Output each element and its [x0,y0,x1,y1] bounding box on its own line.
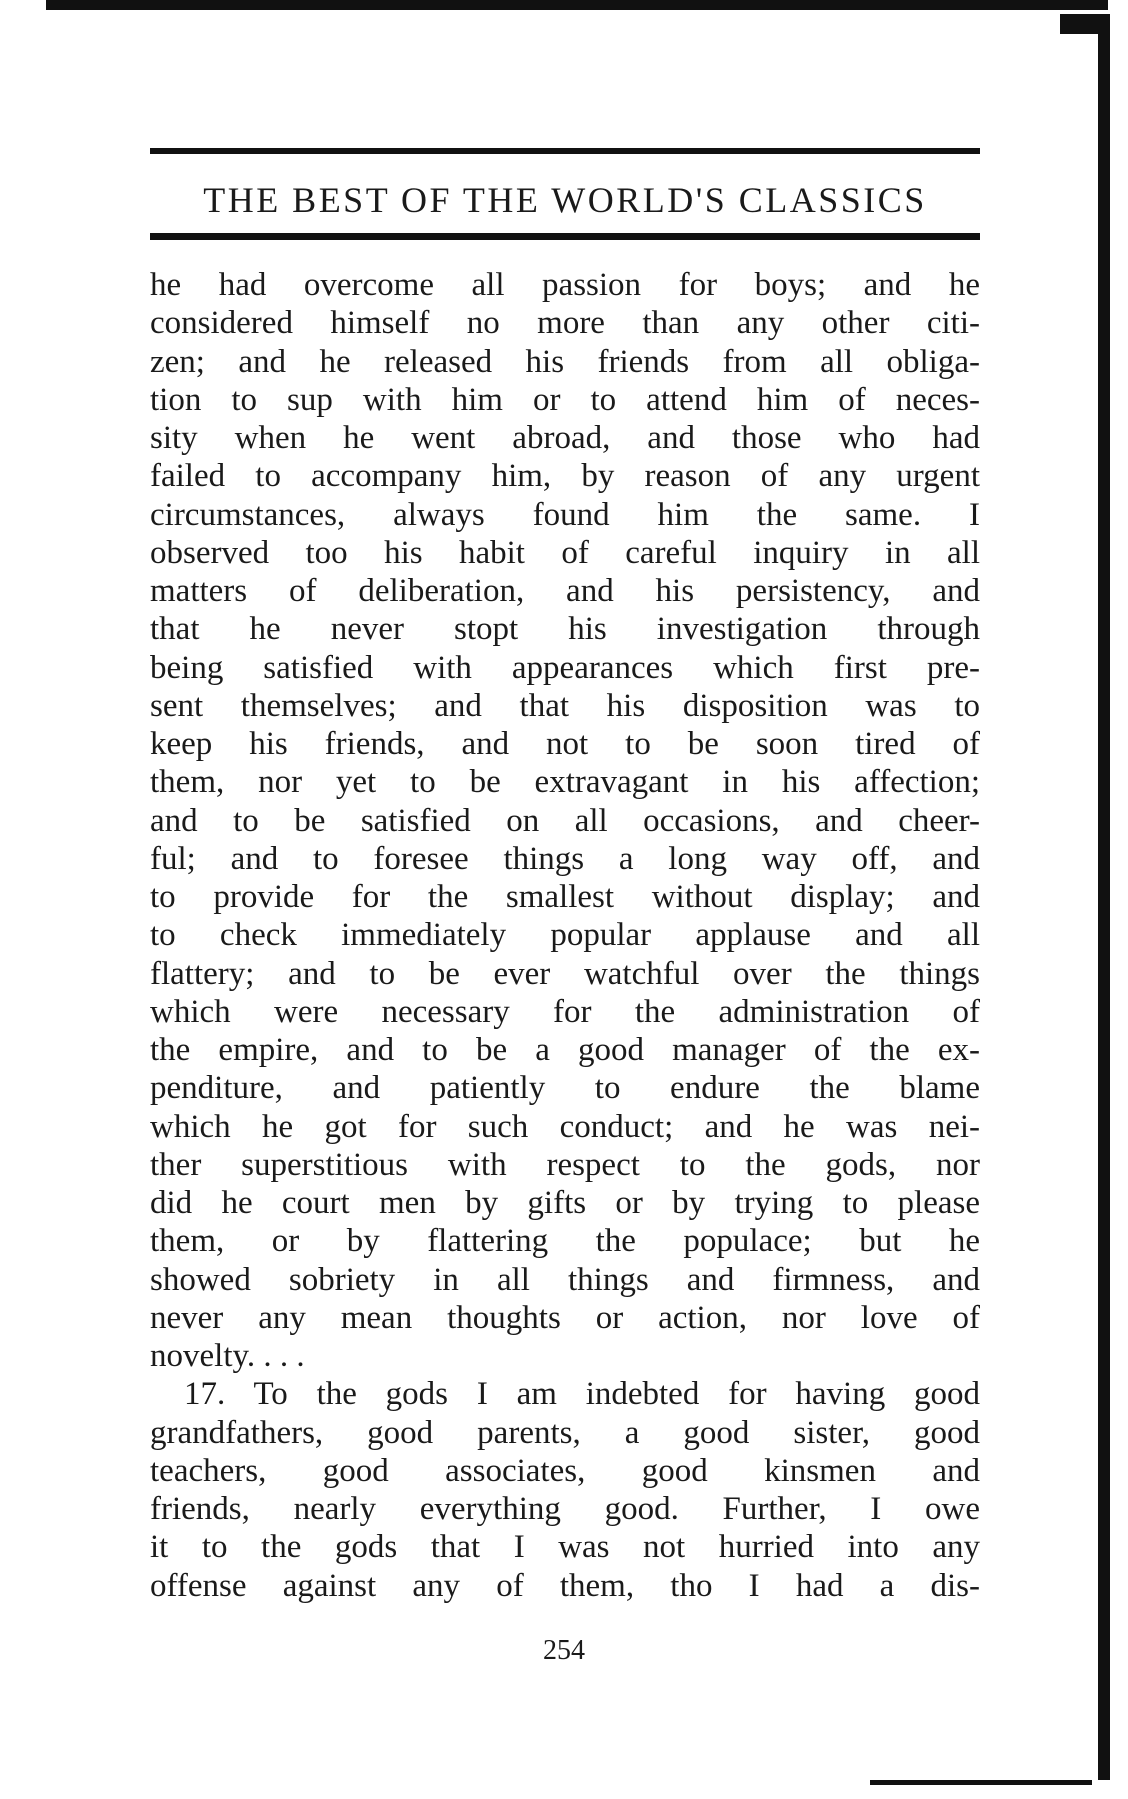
text-line: being satisfied with appearances which first pre- [150,649,980,686]
text-line: zen; and he released his friends from all obliga- [150,343,980,380]
text-line: ther superstitious with respect to the gods, nor [150,1146,980,1183]
paragraph-start-line: 17. To the gods I am indebted for having good [184,1376,980,1413]
text-line: offense against any of them, tho I had a dis- [150,1567,980,1604]
text-line: never any mean thoughts or action, nor love of [150,1299,980,1336]
text-line: observed too his habit of careful inquiry in all [150,534,980,571]
text-line: ful; and to foresee things a long way off, and [150,840,980,877]
text-line: he had overcome all passion for boys; and he [150,267,980,303]
text-line: them, or by flattering the populace; but he [150,1223,980,1260]
text-line: circumstances, always found him the same. I [150,496,980,533]
page-top-border [46,0,1108,10]
text-line: which were necessary for the administration of [150,993,980,1030]
paragraph-end-line: novelty. . . . [150,1338,305,1374]
text-line: sity when he went abroad, and those who had [150,420,980,456]
text-line: and to be satisfied on all occasions, and cheer- [150,802,980,839]
text-line: keep his friends, and not to be soon tired of [150,726,980,762]
text-line: considered himself no more than any other citi- [150,305,980,342]
text-line: them, nor yet to be extravagant in his affection; [150,764,980,801]
header-rule-bottom [150,233,980,240]
text-line: to provide for the smallest without display; and [150,879,980,915]
page-number: 254 [543,1635,585,1666]
text-line: showed sobriety in all things and firmness, and [150,1261,980,1298]
body-text [150,266,980,1605]
text-line: did he court men by gifts or by trying to please [150,1185,980,1221]
running-head: THE BEST OF THE WORLD'S CLASSICS [203,180,927,220]
text-line: friends, nearly everything good. Further, I owe [150,1491,980,1527]
text-line: which he got for such conduct; and he was nei- [150,1108,980,1145]
text-line: matters of deliberation, and his persistency, and [150,573,980,609]
text-line: grandfathers, good parents, a good sister, good [150,1414,980,1451]
text-line: failed to accompany him, by reason of any urgent [150,458,980,495]
text-line: it to the gods that I was not hurried into any [150,1529,980,1566]
page-bottom-mark [870,1780,1092,1785]
text-line: the empire, and to be a good manager of the ex- [150,1032,980,1068]
text-line: flattery; and to be ever watchful over the things [150,955,980,992]
text-line: that he never stopt his investigation through [150,611,980,648]
text-line: teachers, good associates, good kinsmen and [150,1452,980,1489]
page-right-border [1098,22,1110,1780]
text-line: penditure, and patiently to endure the blame [150,1070,980,1107]
text-line: sent themselves; and that his disposition was to [150,687,980,724]
text-line: tion to sup with him or to attend him of neces- [150,381,980,418]
header-rule-top [150,148,980,154]
text-line: to check immediately popular applause and all [150,917,980,954]
